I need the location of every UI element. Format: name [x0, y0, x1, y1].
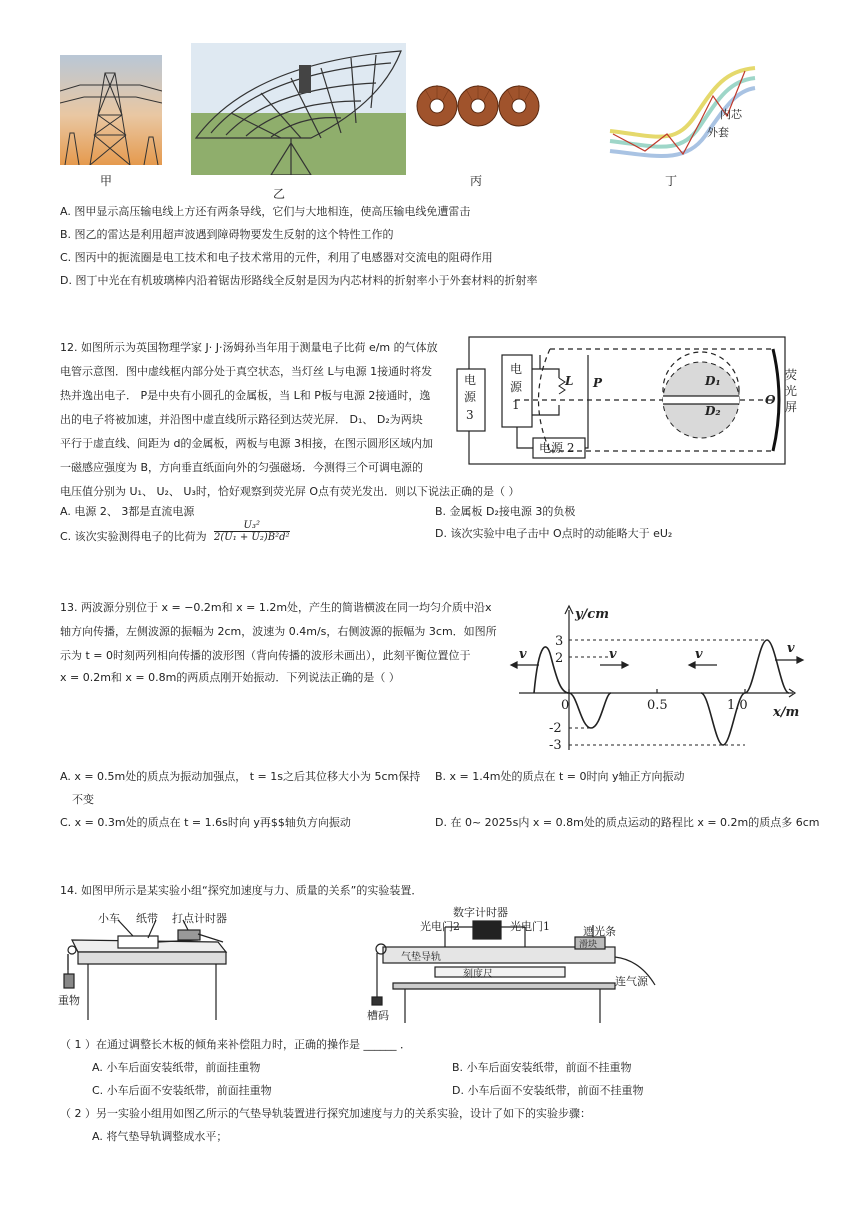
v-label-4: v: [787, 641, 795, 656]
figure-optical-fiber: [605, 56, 757, 160]
label-air-source: 连气源: [615, 975, 648, 988]
ytick-neg3: -3: [549, 738, 562, 753]
v-label-2: v: [609, 647, 617, 662]
q12-option-c-fraction: [214, 520, 290, 543]
label-tape: 纸带: [136, 912, 158, 925]
q12-option-d: D. 该次实验中电子击中 O点时的动能略大于 eU₂: [435, 527, 673, 540]
source2-label: 电源 2: [539, 441, 575, 455]
figure-cart-apparatus: [58, 912, 238, 1022]
q11-option-a: A. 图甲显示高压输电线上方还有两条导线，它们与大地相连，使高压输电线免遭雷击: [60, 205, 471, 218]
caption-jia: 甲: [100, 174, 113, 188]
label-digital-counter: 数字计时器: [453, 906, 508, 919]
figure-air-track: [365, 905, 665, 1025]
q13-option-a: A. x = 0.5m处的质点为振动加强点， t = 1s之后其位移大小为 5cm保持: [60, 770, 421, 783]
point-o-label: O: [765, 393, 776, 407]
figure-radar: [191, 43, 406, 175]
wave-graph: [505, 600, 805, 758]
label-weight: 重物: [58, 994, 80, 1007]
q12-option-b: B. 金属板 D₂接电源 3的负极: [435, 505, 576, 518]
label-air-track: 气垫导轨: [401, 952, 441, 963]
q13-line-2: 轴方向传播，左侧波源的振幅为 2cm，波速为 0.4m/s，右侧波源的振幅为 3cm．如图所: [60, 625, 497, 638]
source1-char-3: 1: [512, 398, 520, 412]
q11-option-c: C. 图丙中的扼流圈是电工技术和电子技术常用的元件，利用了电感器对交流电的阻碍作用: [60, 251, 493, 264]
q12-option-c: C. 该次实验测得电子的比荷为: [60, 530, 207, 543]
xtick-0-5: 0.5: [647, 698, 668, 713]
q14-sub1-option-b: B. 小车后面安装纸带，前面不挂重物: [452, 1061, 632, 1074]
q14-sub1: （ 1 ）在通过调整长木板的倾角来补偿阻力时，正确的操作是 ______ ．: [60, 1038, 411, 1051]
q12-option-a: A. 电源 2、 3都是直流电源: [60, 505, 195, 518]
fraction-numerator: U₃²: [214, 520, 290, 532]
left-wave-curve: [534, 647, 611, 728]
source1-char-2: 源: [510, 380, 523, 394]
ytick-neg2: -2: [549, 721, 562, 736]
screen-char-2: 光: [785, 384, 798, 398]
fiber-core-label: 内芯: [720, 108, 742, 121]
arrow-left-inner: [689, 662, 717, 668]
arrow-left-outer: [511, 662, 539, 668]
q13-option-c: C. x = 0.3m处的质点在 t = 1.6s时向 y再$$轴负方向振动: [60, 816, 351, 829]
xtick-0: 0: [561, 698, 570, 713]
source3-char-1: 电: [464, 373, 477, 387]
q12-line-1: 12. 如图所示为英国物理学家 J· J·汤姆孙当年用于测量电子比荷 e/m 的气体放: [60, 341, 438, 354]
fiber-cladding-label: 外套: [707, 126, 729, 139]
screen-char-1: 荧: [785, 368, 798, 382]
figure-choke-coils: [415, 75, 543, 137]
arrow-right-outer: [775, 657, 803, 663]
label-strip: 遮光条: [583, 925, 616, 938]
figure-tower: [60, 55, 162, 165]
v-label-1: v: [519, 647, 527, 662]
q14-sub1-option-a: A. 小车后面安装纸带，前面挂重物: [92, 1061, 261, 1074]
q13-option-b: B. x = 1.4m处的质点在 t = 0时向 y轴正方向振动: [435, 770, 685, 783]
q11-option-b: B. 图乙的雷达是利用超声波遇到障碍物要发生反射的这个特性工作的: [60, 228, 394, 241]
caption-yi: 乙: [273, 187, 286, 201]
label-timer: 打点计时器: [172, 912, 227, 925]
y-axis-label: y/cm: [575, 607, 609, 622]
q14-sub1-option-d: D. 小车后面不安装纸带，前面不挂重物: [452, 1084, 644, 1097]
q12-line-5: 平行于虚直线、间距为 d的金属板，两板与电源 3相接，在图示圆形区域内加: [60, 437, 433, 450]
discharge-tube-diagram: [455, 335, 800, 470]
q14-sub1-option-c: C. 小车后面不安装纸带，前面挂重物: [92, 1084, 272, 1097]
label-gate1: 光电门1: [510, 920, 550, 933]
q14-sub2: （ 2 ）另一实验小组用如图乙所示的气垫导轨装置进行探究加速度与力的关系实验，设计了如下的实验步骤：: [60, 1107, 591, 1120]
q11-option-d: D. 图丁中光在有机玻璃棒内沿着锯齿形路线全反射是因为内芯材料的折射率小于外套材料的折射率: [60, 274, 538, 287]
q12-line-6: 一磁感应强度为 B，方向垂直纸面向外的匀强磁场．今测得三个可调电源的: [60, 461, 424, 474]
filament-label: L: [565, 374, 574, 388]
q13-line-3: 示为 t = 0时刻两列相向传播的波形图（背向传播的波形未画出），此刻平衡位置位于: [60, 649, 471, 662]
q12-line-3: 热并逸出电子． P是中央有小圆孔的金属板，当 L和 P板与电源 2接通时，逸: [60, 389, 431, 402]
plate-d2-label: D₂: [705, 404, 721, 418]
source1-char-1: 电: [510, 362, 523, 376]
q12-line-2: 电管示意图．图中虚线框内部分处于真空状态，当灯丝 L与电源 1接通时将发: [60, 365, 433, 378]
q12-line-7: 电压值分别为 U₁、 U₂、 U₃时，恰好观察到荧光屏 O点有荧光发出．则以下说法正确的是（ ）: [60, 485, 520, 498]
q12-line-4: 出的电子将被加速，并沿图中虚直线所示路径到达荧光屏． D₁、 D₂为两块: [60, 413, 423, 426]
label-cart: 小车: [98, 912, 120, 925]
q13-option-d: D. 在 0~ 2025s内 x = 0.8m处的质点运动的路程比 x = 0.2m的质点多 6cm: [435, 816, 820, 829]
source3-char-3: 3: [466, 408, 474, 422]
v-label-3: v: [695, 647, 703, 662]
plate-d1-label: D₁: [705, 374, 721, 388]
q13-option-a-cont: 不变: [72, 793, 94, 806]
q13-line-4: x = 0.2m和 x = 0.8m的两质点刚开始振动．下列说法正确的是（ ）: [60, 671, 400, 684]
ytick-2: 2: [555, 651, 564, 666]
q14-title: 14. 如图甲所示是某实验小组“探究加速度与力、质量的关系”的实验装置．: [60, 884, 423, 897]
caption-ding: 丁: [665, 174, 678, 188]
q14-sub2-step-a: A. 将气垫导轨调整成水平；: [92, 1130, 228, 1143]
plate-p-label: P: [593, 376, 603, 390]
source3-char-2: 源: [464, 390, 477, 404]
xtick-1-0: 1.0: [727, 698, 748, 713]
fraction-denominator: 2(U₁ + U₂)B²d²: [214, 532, 290, 543]
caption-bing: 丙: [470, 174, 483, 188]
ytick-3: 3: [555, 634, 564, 649]
screen-char-3: 屏: [785, 400, 798, 414]
label-slider: 滑块: [579, 940, 598, 950]
label-ruler: 刻度尺: [463, 969, 493, 980]
label-hook-weight: 槽码: [367, 1009, 389, 1022]
x-axis-label: x/m: [773, 705, 800, 720]
q13-line-1: 13. 两波源分别位于 x = −0.2m和 x = 1.2m处，产生的简谐横波在同一均匀介质中沿x: [60, 601, 492, 614]
label-gate2: 光电门2: [420, 920, 460, 933]
arrow-right-inner: [600, 662, 628, 668]
